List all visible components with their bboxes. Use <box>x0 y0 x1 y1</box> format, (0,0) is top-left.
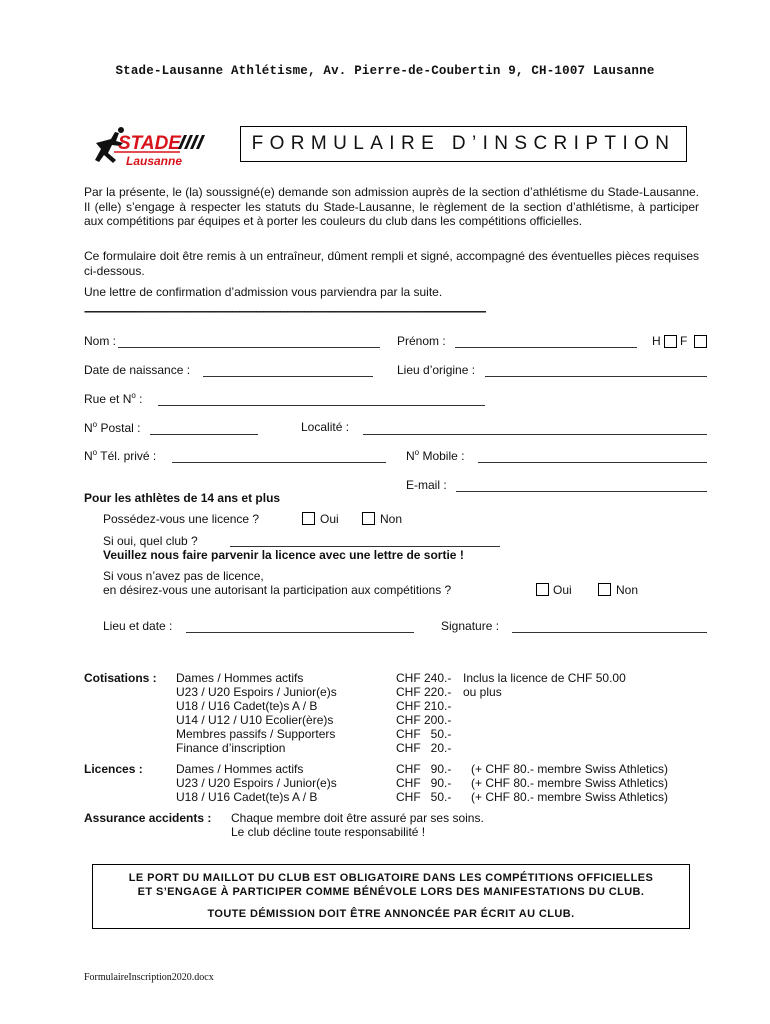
licences-categories <box>176 762 337 804</box>
postal-field[interactable] <box>150 434 258 435</box>
intro-paragraph-2: Ce formulaire doit être remis à un entraîneur, dûment rempli et signé, accompagné des éventuelles pièces requises ci-dessous. <box>84 249 699 278</box>
date-naissance-field[interactable] <box>203 376 373 377</box>
autorisation-non-checkbox[interactable] <box>598 583 611 596</box>
autorisation-oui-label: Oui <box>553 583 572 597</box>
list-item: U23 / U20 Espoirs / Junior(e)s <box>176 776 337 790</box>
lieu-date-field[interactable] <box>186 632 414 633</box>
cotisations-categories <box>176 671 337 755</box>
mobile-field[interactable] <box>478 462 707 463</box>
list-item: Dames / Hommes actifs <box>176 762 304 776</box>
note: Inclus la licence de CHF 50.00 <box>463 671 626 685</box>
postal-label: $N^o$ Postal : <box>84 420 141 435</box>
tel-label: $N^o$ Tél. privé : <box>84 448 157 463</box>
cotisations-prices <box>396 671 451 755</box>
licences-label: Licences : <box>84 762 143 776</box>
cotisations-notes <box>463 671 626 699</box>
nom-label: Nom : <box>84 334 117 348</box>
list-item: Finance d’inscription <box>176 741 286 755</box>
assurance-label: Assurance accidents : <box>84 811 212 825</box>
licence-non-label: Non <box>380 512 403 526</box>
autorisation-non-label: Non <box>616 583 639 597</box>
footer-filename: FormulaireInscription2020.docx <box>84 972 214 983</box>
price: CHF 90.- <box>396 762 452 776</box>
localite-label: Localité : <box>301 420 350 434</box>
intro-paragraph-3: Une lettre de confirmation d’admission vous parviendra par la suite. <box>84 285 443 299</box>
autorisation-oui-checkbox[interactable] <box>536 583 549 596</box>
rue-label: Rue et $N^o$ : <box>84 391 143 406</box>
list-item: Membres passifs / Supporters <box>176 727 336 741</box>
list-item: U18 / U16 Cadet(te)s A / B <box>176 790 318 804</box>
logo-lausanne: Lausanne <box>126 154 183 168</box>
dashed-separator: -------------------------------------------------------------------------------------------------------------------------------------- <box>84 304 486 318</box>
tel-field[interactable] <box>172 462 386 463</box>
price: CHF 90.- <box>396 776 452 790</box>
price: CHF 240.- <box>396 671 452 685</box>
logo-stripes <box>178 135 205 149</box>
lieu-origine-field[interactable] <box>485 376 707 377</box>
licences-prices <box>396 762 451 804</box>
date-naissance-label: Date de naissance : <box>84 363 191 377</box>
price: CHF 200.- <box>396 713 452 727</box>
club-logo <box>92 122 222 174</box>
note: ou plus <box>463 685 502 699</box>
no-licence-line-1: Si vous n’avez pas de licence, <box>103 569 264 583</box>
club-address: Stade-Lausanne Athlétisme, Av. Pierre-de-Coubertin 9, CH-1007 Lausanne <box>115 64 655 78</box>
club-field[interactable] <box>230 546 500 547</box>
h-checkbox[interactable] <box>664 335 677 348</box>
price: CHF 50.- <box>396 790 452 804</box>
lettre-sortie-notice: Veuillez nous faire parvenir la licence avec une lettre de sortie ! <box>103 548 464 562</box>
f-checkbox[interactable] <box>694 335 707 348</box>
club-question: Si oui, quel club ? <box>103 534 198 548</box>
licence-oui-label: Oui <box>320 512 339 526</box>
rule-line-2: ET S’ENGAGE À PARTICIPER COMME BÉNÉVOLE LORS DES MANIFESTATIONS DU CLUB. <box>137 886 645 898</box>
intro-paragraph-1: Par la présente, le (la) soussigné(e) demande son admission auprès de la section d’athlétisme du Stade-Lausanne. Il (elle) s’engage à respecter les statuts du Stade-Lausanne, le règlement de la section d’athlétisme, à participer aux compétitions par équipes et à porter les couleurs du club dans les compétitions officielles. <box>84 185 699 228</box>
list-item: U23 / U20 Espoirs / Junior(e)s <box>176 685 337 699</box>
nom-field[interactable] <box>118 347 380 348</box>
list-item: U18 / U16 Cadet(te)s A / B <box>176 699 318 713</box>
cotisations-label: Cotisations : <box>84 671 157 685</box>
no-licence-line-2: en désirez-vous une autorisant la participation aux compétitions ? <box>103 583 452 597</box>
note: (+ CHF 80.- membre Swiss Athletics) <box>471 762 669 776</box>
rule-line-3: TOUTE DÉMISSION DOIT ÊTRE ANNONCÉE PAR ÉCRIT AU CLUB. <box>207 908 575 920</box>
licence-non-checkbox[interactable] <box>362 512 375 525</box>
athletes-heading: Pour les athlètes de 14 ans et plus <box>84 491 281 505</box>
h-label: H <box>652 334 661 348</box>
prenom-field[interactable] <box>455 347 637 348</box>
prenom-label: Prénom : <box>397 334 446 348</box>
price: CHF 50.- <box>396 727 452 741</box>
note: (+ CHF 80.- membre Swiss Athletics) <box>471 776 669 790</box>
licence-question: Possédez-vous une licence ? <box>103 512 260 526</box>
licence-oui-checkbox[interactable] <box>302 512 315 525</box>
email-field[interactable] <box>456 491 707 492</box>
signature-field[interactable] <box>512 632 707 633</box>
assurance-text <box>231 811 484 839</box>
email-label: E-mail : <box>406 478 447 492</box>
mobile-label: $N^o$ Mobile : <box>406 448 465 463</box>
licences-notes <box>471 762 668 804</box>
note: (+ CHF 80.- membre Swiss Athletics) <box>471 790 669 804</box>
list-item: Dames / Hommes actifs <box>176 671 304 685</box>
assurance-line-2: Le club décline toute responsabilité ! <box>231 825 426 839</box>
rule-line-1: LE PORT DU MAILLOT DU CLUB EST OBLIGATOIRE DANS LES COMPÉTITIONS OFFICIELLES <box>128 872 654 884</box>
f-label: F <box>680 334 688 348</box>
logo-stade: STADE <box>118 133 181 154</box>
form-title: FORMULAIRE D’INSCRIPTION <box>240 126 687 162</box>
lieu-origine-label: Lieu d’origine : <box>397 363 476 377</box>
lieu-date-label: Lieu et date : <box>103 619 173 633</box>
assurance-line-1: Chaque membre doit être assuré par ses soins. <box>231 811 484 825</box>
list-item: U14 / U12 / U10 Ecolier(ère)s <box>176 713 334 727</box>
rue-field[interactable] <box>158 405 485 406</box>
signature-label: Signature : <box>441 619 500 633</box>
club-rules-box <box>92 864 690 929</box>
localite-field[interactable] <box>363 434 707 435</box>
price: CHF 220.- <box>396 685 452 699</box>
price: CHF 210.- <box>396 699 452 713</box>
price: CHF 20.- <box>396 741 452 755</box>
